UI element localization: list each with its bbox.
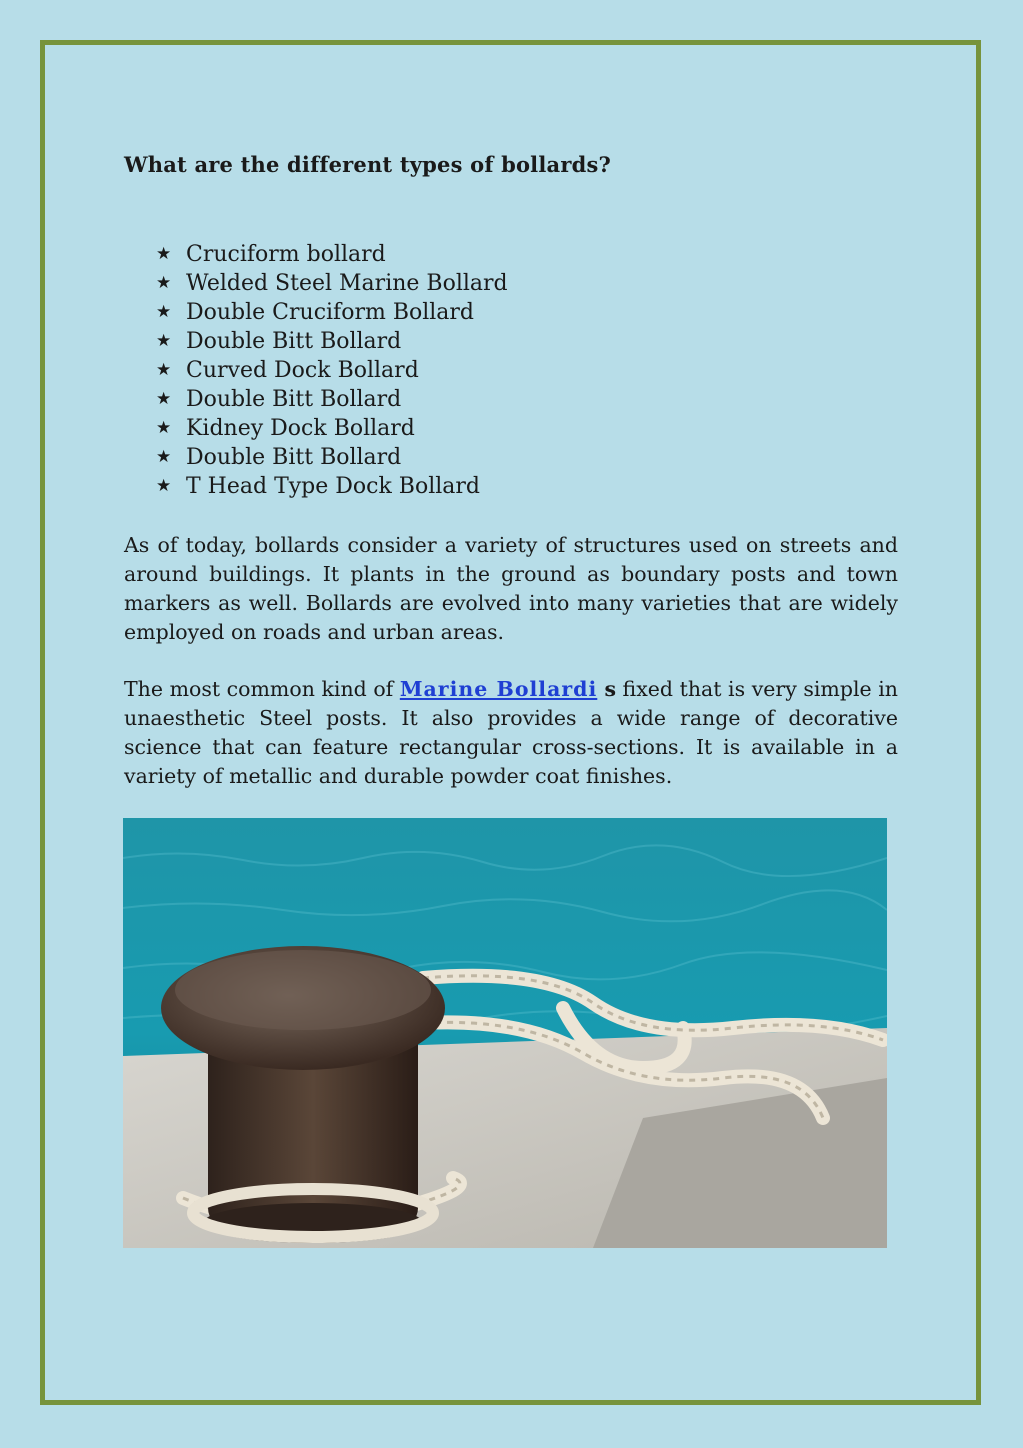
intro-paragraph: As of today, bollards consider a variety of structures used on streets and around buildings. It plants in the ground as boundary posts and town markers as well. Bollards are evolved into many varieties that are widely employed on roads and urban areas. bbox=[124, 533, 898, 644]
star-icon: ★ bbox=[156, 447, 172, 467]
list-item: ★ Double Bitt Bollard bbox=[156, 445, 402, 470]
list-item: ★ Welded Steel Marine Bollard bbox=[156, 271, 508, 296]
list-item: ★ T Head Type Dock Bollard bbox=[156, 474, 480, 499]
list-item: ★ Double Bitt Bollard bbox=[156, 329, 402, 354]
star-icon: ★ bbox=[156, 302, 172, 322]
marine-bollard-link[interactable]: Marine Bollardi bbox=[399, 677, 598, 701]
list-item: ★ Cruciform bollard bbox=[156, 242, 386, 267]
bollard-types-list bbox=[156, 240, 508, 501]
bollard-photo bbox=[123, 818, 887, 1248]
list-item: ★ Double Cruciform Bollard bbox=[156, 300, 475, 325]
star-icon: ★ bbox=[156, 244, 172, 264]
list-item: ★ Kidney Dock Bollard bbox=[156, 416, 415, 441]
marine-bollard-paragraph: The most common kind of Marine Bollardi s fixed that is very simple in unaesthetic Steel posts. It also provides a wide range of decorative science that can feature rectangular cross-sections. It is available in a variety of metallic and durable powder coat finishes. bbox=[124, 677, 898, 788]
star-icon: ★ bbox=[156, 389, 172, 409]
list-item: ★ Curved Dock Bollard bbox=[156, 358, 419, 383]
page-heading: What are the different types of bollards? bbox=[124, 152, 612, 177]
star-icon: ★ bbox=[156, 331, 172, 351]
star-icon: ★ bbox=[156, 476, 172, 496]
star-icon: ★ bbox=[156, 273, 172, 293]
star-icon: ★ bbox=[156, 418, 172, 438]
star-icon: ★ bbox=[156, 360, 172, 380]
list-item: ★ Double Bitt Bollard bbox=[156, 387, 402, 412]
